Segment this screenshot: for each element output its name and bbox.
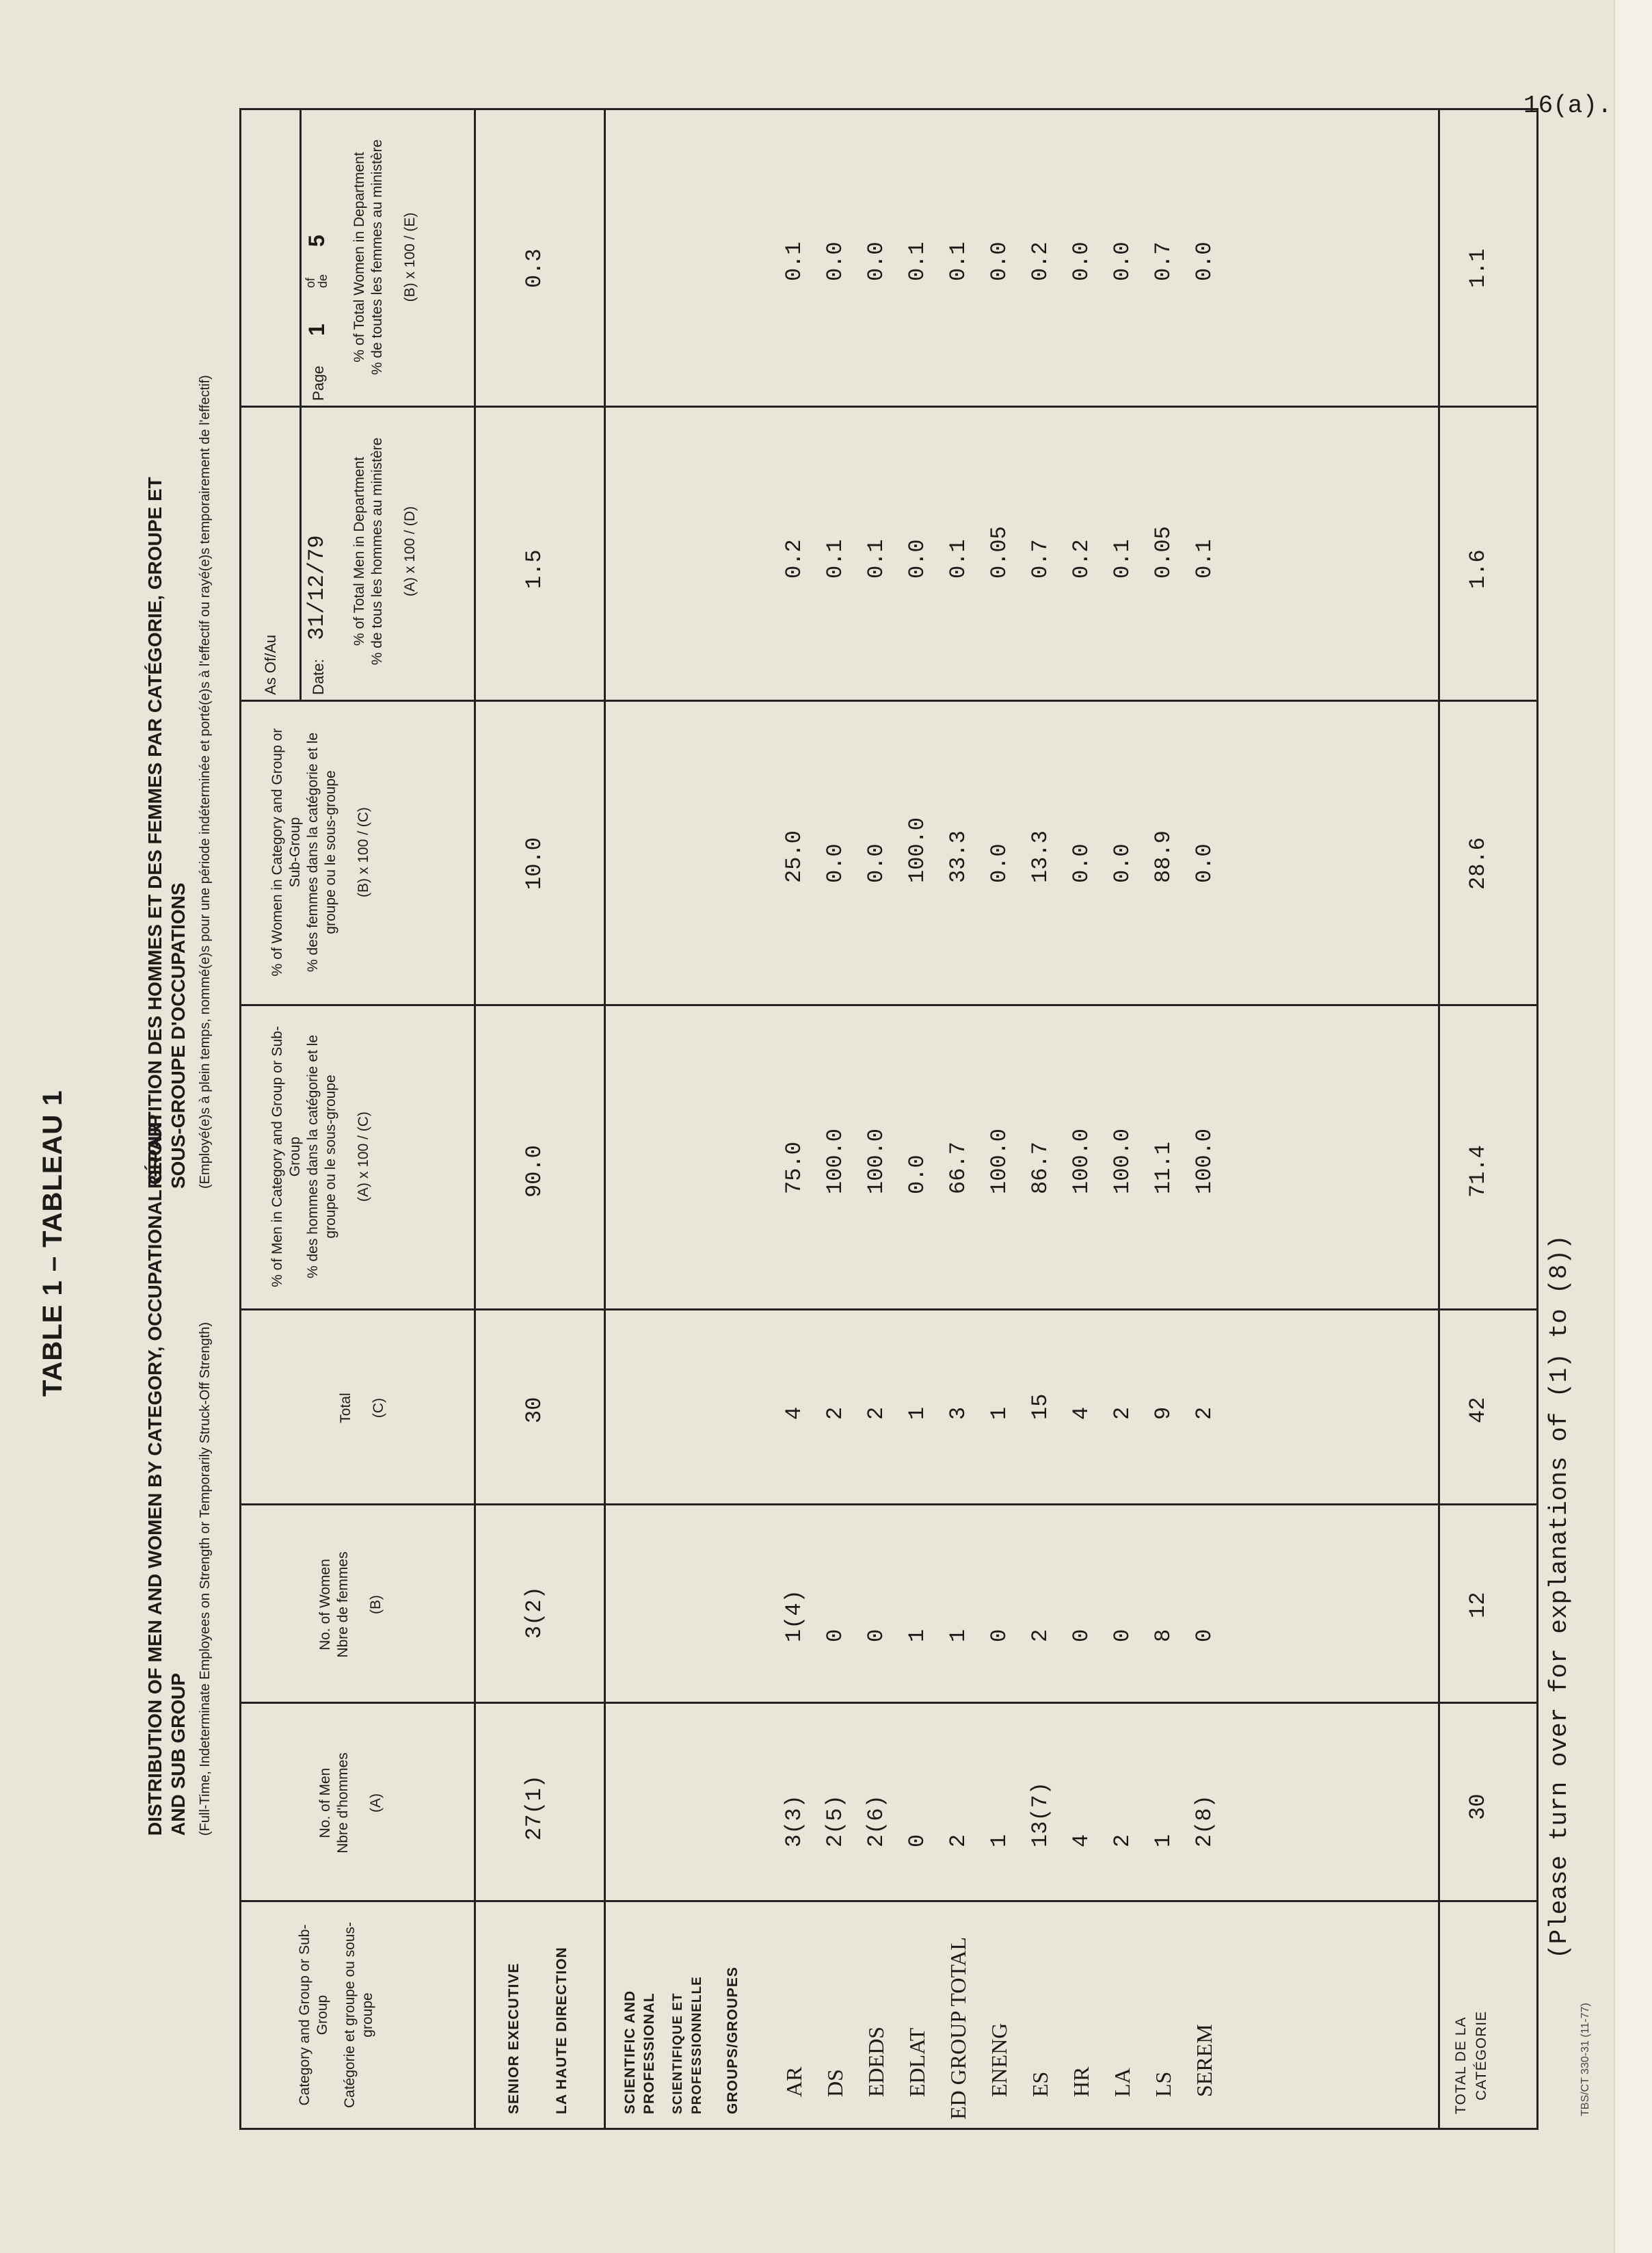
col-header-category: Category and Group or Sub-Group Catégorie et groupe ou sous-groupe — [297, 1922, 375, 2109]
group-row-cell: 100.0 — [864, 1128, 889, 1194]
group-row-cell: 0.05 — [987, 526, 1012, 579]
scientific-label-fr: SCIENTIFIQUE ET PROFESSIONNELLE — [671, 1976, 704, 2114]
group-row-cell: 9 — [1151, 1406, 1176, 1420]
group-row-cell: 4 — [1069, 1406, 1094, 1420]
col-header-pct-men-category: % of Men in Category and Group or Sub-Group % des hommes dans la catégorie et le groupe ou le sous-groupe (A) x 100 / (C) — [269, 1026, 371, 1287]
group-row-cell: 4 — [782, 1406, 807, 1420]
footnote: (Please turn over for explanations of (1) to (8)) — [1545, 1235, 1573, 1959]
group-row-cell: 100.0 — [1192, 1128, 1217, 1194]
group-label: LA — [1110, 2068, 1134, 2097]
group-row-cell: 2 — [823, 1406, 848, 1420]
group-row-cell: 88.9 — [1151, 830, 1176, 883]
group-row-cell: 0.05 — [1151, 526, 1176, 579]
total-label: TOTAL DE LA — [1453, 2016, 1469, 2114]
group-row-cell: 2(6) — [864, 1795, 889, 1847]
col-header-pct-total-women: % of Total Women in Department % de toutes les femmes au ministère (B) x 100 / (E) — [351, 139, 418, 375]
group-row-cell: 0.0 — [905, 1155, 930, 1194]
group-row-cell: 1 — [946, 1629, 971, 1642]
date-value: 31/12/79 — [304, 535, 330, 640]
group-row-cell: 100.0 — [1110, 1128, 1135, 1194]
group-row-cell: 0.1 — [864, 539, 889, 579]
group-row-cell: 1 — [905, 1406, 930, 1420]
group-row-cell: 0 — [1110, 1629, 1135, 1642]
total-pct-women: 28.6 — [1465, 837, 1491, 890]
group-row-cell: 66.7 — [946, 1142, 971, 1194]
form-code: TBS/CT 330-31 (11-77) — [1580, 2003, 1591, 2116]
page-total: 5 — [304, 235, 329, 247]
senior-women: 3(2) — [522, 1586, 547, 1639]
group-label: HR — [1069, 2066, 1093, 2097]
group-row-cell: 0.0 — [1192, 843, 1217, 883]
group-row-cell: 2 — [864, 1406, 889, 1420]
group-row-cell: 3(3) — [782, 1795, 807, 1847]
group-row-cell: 0.0 — [1069, 241, 1094, 281]
group-label: ENENG — [987, 2023, 1011, 2097]
group-row-cell: 0.0 — [1110, 843, 1135, 883]
group-row-cell: 0 — [1192, 1629, 1217, 1642]
total-pct-men: 71.4 — [1465, 1145, 1491, 1198]
group-row-cell: 100.0 — [823, 1128, 848, 1194]
group-row-cell: 0.0 — [905, 539, 930, 579]
group-row-cell: 0 — [864, 1629, 889, 1642]
page-value: 1 — [304, 324, 329, 336]
total-label-2: CATÉGORIE — [1474, 2010, 1489, 2100]
group-row-cell: 1 — [987, 1834, 1012, 1847]
group-row-cell: 1 — [905, 1629, 930, 1642]
note-english: (Full-Time, Indeterminate Employees on Strength or Temporarily Struck-Off Strength) — [198, 1321, 213, 1836]
group-row-cell: 0.1 — [946, 539, 971, 579]
group-label: DS — [823, 2069, 847, 2097]
data-table — [239, 108, 1538, 2130]
group-label: LS — [1151, 2071, 1175, 2097]
page-number: 16(a). — [1523, 92, 1612, 120]
senior-pct-total-women: 0.3 — [522, 248, 547, 288]
group-row-cell: 0 — [1069, 1629, 1094, 1642]
senior-total: 30 — [522, 1397, 547, 1423]
group-row-cell: 1(4) — [782, 1590, 807, 1642]
group-row-cell: 0.1 — [1192, 539, 1217, 579]
group-row-cell: 4 — [1069, 1834, 1094, 1847]
group-label: ED GROUP TOTAL — [946, 1936, 970, 2120]
group-row-cell: 0.0 — [864, 843, 889, 883]
note-french: (Employé(e)s à plein temps, nommé(e)s pour une période indéterminée et porté(e)s à l'effectif ou rayé(e)s temporairement de l'effectif) — [198, 375, 213, 1189]
senior-pct-total-men: 1.5 — [522, 549, 547, 589]
date-label: Date: — [310, 659, 327, 695]
group-row-cell: 0.0 — [864, 241, 889, 281]
group-label: EDLAT — [905, 2027, 929, 2097]
group-row-cell: 0.1 — [823, 539, 848, 579]
group-row-cell: 11.1 — [1151, 1142, 1176, 1194]
group-row-cell: 0.7 — [1028, 539, 1053, 579]
senior-label-en: SENIOR EXECUTIVE — [506, 1962, 522, 2114]
scientific-label-en: SCIENTIFIC AND PROFESSIONAL — [622, 1990, 657, 2114]
table-title: TABLE 1 – TABLEAU 1 — [38, 1090, 68, 1397]
group-row-cell: 8 — [1151, 1629, 1176, 1642]
group-row-cell: 13.3 — [1028, 830, 1053, 883]
senior-pct-men: 90.0 — [522, 1145, 547, 1198]
group-label: AR — [782, 2066, 806, 2097]
group-row-cell: 2 — [1110, 1406, 1135, 1420]
group-row-cell: 0.0 — [1110, 241, 1135, 281]
group-row-cell: 3 — [946, 1406, 971, 1420]
group-row-cell: 100.0 — [987, 1128, 1012, 1194]
col-header-pct-women-category: % of Women in Category and Group or Sub-Group % des femmes dans la catégorie et le groupe ou le sous-groupe (B) x 100 / (C) — [269, 728, 371, 977]
senior-pct-women: 10.0 — [522, 837, 547, 890]
group-row-cell: 75.0 — [782, 1142, 807, 1194]
group-row-cell: 0.7 — [1151, 241, 1176, 281]
total-total: 42 — [1465, 1397, 1491, 1423]
total-women: 12 — [1465, 1592, 1491, 1618]
group-row-cell: 0.2 — [1028, 241, 1053, 281]
group-row-cell: 0.2 — [782, 539, 807, 579]
heading-french: RÉPARTITION DES HOMMES ET DES FEMMES PAR CATÉGORIE, GROUPE ET SOUS-GROUPE D'OCCUPATIONS — [144, 477, 189, 1189]
group-row-cell: 0.1 — [1110, 539, 1135, 579]
group-row-cell: 13(7) — [1028, 1781, 1053, 1847]
group-row-cell: 86.7 — [1028, 1142, 1053, 1194]
col-header-pct-total-men: % of Total Men in Department % de tous les hommes au ministère (A) x 100 / (D) — [351, 437, 418, 666]
group-row-cell: 1 — [987, 1406, 1012, 1420]
group-label: ES — [1028, 2071, 1052, 2097]
group-row-cell: 0.0 — [1069, 843, 1094, 883]
col-header-men: No. of Men Nbre d'hommes (A) — [317, 1752, 384, 1854]
page-label: Page — [310, 365, 327, 401]
group-row-cell: 0.2 — [1069, 539, 1094, 579]
group-row-cell: 0 — [987, 1629, 1012, 1642]
group-label: EDEDS — [864, 2026, 888, 2097]
group-row-cell: 0.0 — [823, 241, 848, 281]
group-row-cell: 2(5) — [823, 1795, 848, 1847]
total-pct-total-men: 1.6 — [1465, 549, 1491, 589]
col-header-total: Total (C) — [338, 1393, 386, 1423]
group-row-cell: 33.3 — [946, 830, 971, 883]
col-header-women: No. of Women Nbre de femmes (B) — [317, 1551, 384, 1658]
groups-label: GROUPS/GROUPES — [725, 1966, 741, 2114]
senior-men: 27(1) — [522, 1774, 547, 1841]
group-label: SEREM — [1192, 2024, 1216, 2097]
of-label: of de — [304, 274, 330, 288]
group-row-cell: 0.0 — [987, 241, 1012, 281]
senior-label-fr: LA HAUTE DIRECTION — [554, 1947, 570, 2114]
group-row-cell: 100.0 — [1069, 1128, 1094, 1194]
total-men: 30 — [1465, 1793, 1491, 1820]
group-row-cell: 0.1 — [782, 241, 807, 281]
group-row-cell: 0.1 — [905, 241, 930, 281]
group-row-cell: 2 — [1110, 1834, 1135, 1847]
group-row-cell: 0.0 — [823, 843, 848, 883]
group-row-cell: 2 — [1192, 1406, 1217, 1420]
group-row-cell: 2 — [1028, 1629, 1053, 1642]
group-row-cell: 0.1 — [946, 241, 971, 281]
group-row-cell: 1 — [1151, 1834, 1176, 1847]
as-of-label: As Of/Au — [262, 634, 279, 695]
group-row-cell: 0.0 — [1192, 241, 1217, 281]
group-row-cell: 25.0 — [782, 830, 807, 883]
group-row-cell: 100.0 — [905, 817, 930, 883]
group-row-cell: 0 — [905, 1834, 930, 1847]
heading-english: DISTRIBUTION OF MEN AND WOMEN BY CATEGORY, OCCUPATIONAL GROUP AND SUB GROUP — [144, 1114, 189, 1836]
group-row-cell: 0.0 — [987, 843, 1012, 883]
group-row-cell: 0 — [823, 1629, 848, 1642]
group-row-cell: 2(8) — [1192, 1795, 1217, 1847]
group-row-cell: 15 — [1028, 1393, 1053, 1420]
group-row-cell: 2 — [946, 1834, 971, 1847]
total-pct-total-women: 1.1 — [1465, 248, 1491, 288]
